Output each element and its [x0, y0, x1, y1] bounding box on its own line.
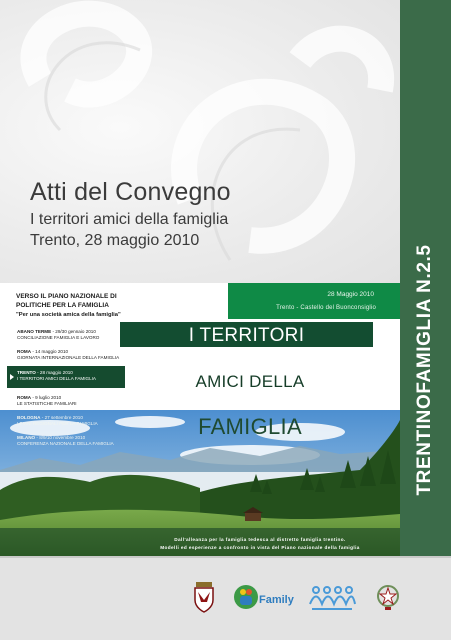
headline-banner	[120, 322, 373, 347]
page-title: Atti del Convegno	[30, 178, 231, 206]
project-line-1: VERSO IL PIANO NAZIONALE DI	[16, 293, 117, 300]
divider	[0, 556, 451, 558]
project-heading	[16, 293, 121, 320]
event-item: BOLOGNA - 27 settembre 2010 I PIANI REGIONALI PER LA FAMIGLIA	[17, 415, 98, 426]
people-chain-icon	[308, 580, 356, 614]
logo-strip	[0, 556, 451, 640]
project-line-2: POLITICHE PER LA FAMIGLIA	[16, 301, 109, 309]
family-logo-icon	[233, 580, 259, 614]
event-item: ROMA - 14 maggio 2010 GIORNATA INTERNAZIONALE DELLA FAMIGLIA	[17, 349, 120, 360]
series-label: TRENTINOFAMIGLIA N.2.5	[414, 244, 435, 496]
italian-republic-emblem-icon	[376, 580, 400, 614]
event-venue: Trento - Castello del Buonconsiglio	[276, 305, 376, 311]
event-item: ROMA - 9 luglio 2010 LE STATISTICHE FAMILIARI	[17, 395, 77, 406]
event-item: MILANO - 8/9/10 novembre 2010 CONFERENZA NAZIONALE DELLA FAMIGLIA	[17, 435, 114, 446]
poster-footer-line-1: Dall'alleanza per la famiglia tedesca al distretto famiglia trentino.	[174, 537, 346, 542]
headline-2: AMICI DELLA	[195, 372, 305, 391]
place-date: Trento, 28 maggio 2010	[30, 232, 200, 249]
date-box	[228, 283, 400, 319]
project-quote: "Per una società amica della famiglia"	[16, 312, 121, 318]
event-date: 28 Maggio 2010	[327, 291, 374, 298]
page-subtitle: I territori amici della famiglia	[30, 211, 229, 228]
event-item-highlighted: TRENTO - 28 maggio 2010 I TERRITORI AMICI DELLA FAMIGLIA	[7, 366, 125, 388]
family-logo-label: Family	[259, 594, 294, 606]
event-item: ABANO TERME - 29/30 gennaio 2010 CONCILIAZIONE FAMIGLIA E LAVORO	[17, 329, 100, 340]
provincia-crest-icon	[192, 580, 216, 614]
headline-1: I TERRITORI	[188, 325, 305, 346]
event-poster	[0, 283, 400, 556]
arrow-right-icon	[10, 374, 14, 380]
poster-footer-line-2: Modelli ed esperienze a confronto in vista del Piano nazionale della famiglia	[160, 545, 360, 550]
cover-header-area	[0, 0, 400, 283]
headline-3: FAMIGLIA	[198, 414, 302, 439]
